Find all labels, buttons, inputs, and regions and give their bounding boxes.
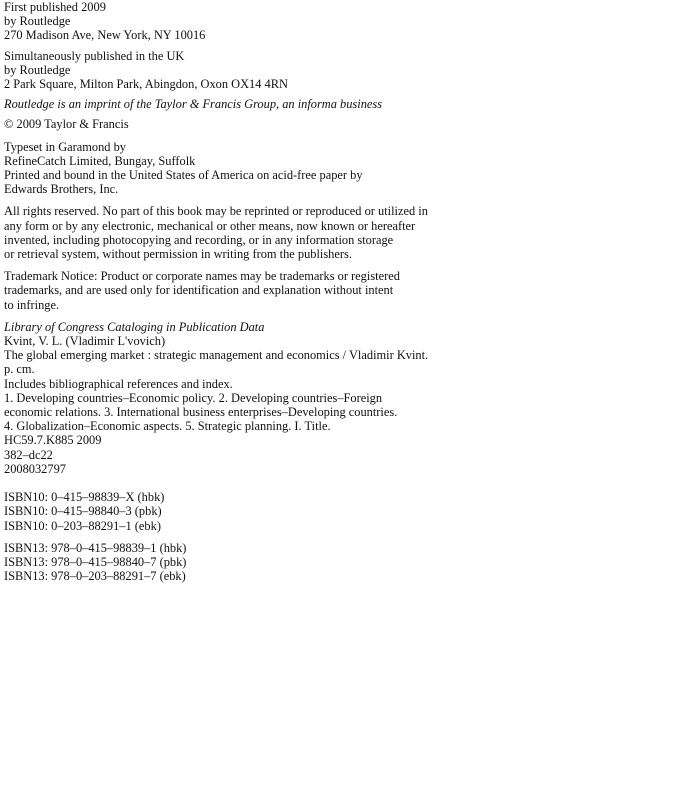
text-line: The global emerging market : strategic management and economics / Vladimir Kvint. <box>4 348 429 363</box>
text-line: Typeset in Garamond by <box>4 139 126 154</box>
imprint-block <box>4 97 674 111</box>
cataloging-block <box>4 320 674 476</box>
text-line: All rights reserved. No part of this book may be reprinted or reproduced or utilized in <box>4 204 428 219</box>
typeset-block <box>4 140 674 197</box>
isbn-line: ISBN10: 0–415–98840–3 (pbk) <box>4 504 162 519</box>
copyright-block <box>4 117 674 131</box>
text-line: or retrieval system, without permission in writing from the publishers. <box>4 247 352 262</box>
text-line: Simultaneously published in the UK <box>4 48 185 63</box>
text-line: invented, including photocopying and recording, or in any information storage <box>4 232 394 247</box>
text-line: Includes bibliographical references and index. <box>4 376 233 391</box>
isbn-line: ISBN10: 0–415–98839–X (hbk) <box>4 490 165 505</box>
text-line: by Routledge <box>4 14 71 29</box>
text-line: p. cm. <box>4 362 35 377</box>
isbn-line: ISBN10: 0–203–88291–1 (ebk) <box>4 518 161 533</box>
text-line: 382–dc22 <box>4 447 53 462</box>
text-line: trademarks, and are used only for identification and explanation without intent <box>4 283 394 298</box>
text-line: by Routledge <box>4 62 71 77</box>
isbn13-block <box>4 541 674 584</box>
text-line: Printed and bound in the United States of America on acid-free paper by <box>4 168 363 183</box>
rights-block <box>4 204 674 261</box>
text-line: to infringe. <box>4 297 60 312</box>
text-line: Edwards Brothers, Inc. <box>4 182 119 197</box>
text-line: HC59.7.K885 2009 <box>4 433 102 448</box>
first-published-block <box>4 0 674 43</box>
copyright-page <box>4 0 674 583</box>
text-line: 4. Globalization–Economic aspects. 5. Strategic planning. I. Title. <box>4 419 331 434</box>
text-line: 1. Developing countries–Economic policy. 2. Developing countries–Foreign <box>4 390 383 405</box>
cataloging-heading: Library of Congress Cataloging in Publication Data <box>4 319 265 334</box>
trademark-block <box>4 269 674 312</box>
text-line: any form or by any electronic, mechanical or other means, now known or hereafter <box>4 218 416 233</box>
text-line: Trademark Notice: Product or corporate names may be trademarks or registered <box>4 269 400 284</box>
text-line: First published 2009 <box>4 0 106 14</box>
uk-publication-block <box>4 49 674 92</box>
text-line: economic relations. 3. International business enterprises–Developing countries. <box>4 405 398 420</box>
isbn-line: ISBN13: 978–0–203–88291–7 (ebk) <box>4 569 186 584</box>
text-line: 270 Madison Ave, New York, NY 10016 <box>4 28 206 43</box>
text-line: 2 Park Square, Milton Park, Abingdon, Oxon OX14 4RN <box>4 77 288 92</box>
text-line: RefineCatch Limited, Bungay, Suffolk <box>4 153 196 168</box>
imprint-line: Routledge is an imprint of the Taylor & Francis Group, an informa business <box>4 97 383 112</box>
text-line: Kvint, V. L. (Vladimir L'vovich) <box>4 334 166 349</box>
text-line: 2008032797 <box>4 461 66 476</box>
isbn-line: ISBN13: 978–0–415–98840–7 (pbk) <box>4 554 187 569</box>
isbn10-block <box>4 490 674 533</box>
copyright-line: © 2009 Taylor & Francis <box>4 117 129 132</box>
isbn-line: ISBN13: 978–0–415–98839–1 (hbk) <box>4 540 187 555</box>
